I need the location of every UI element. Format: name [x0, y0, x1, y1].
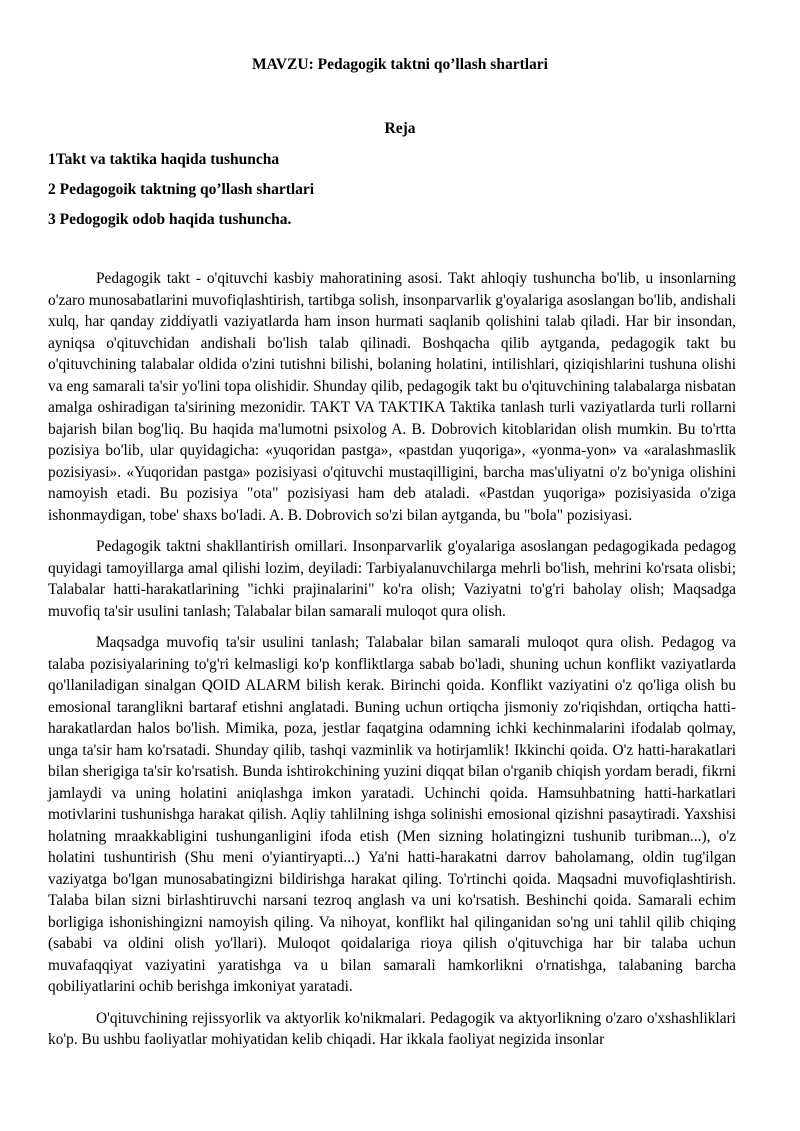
paragraph: Pedagogik takt - o'qituvchi kasbiy mahoratining asosi. Takt ahloqiy tushuncha bo'lib, u insonlarning o'zaro munosabatlarini muvofiqlashtirish, tartibga solish, insonparvarlik g'oyalariga asoslangan bo'lib, andishali xulq, har qanday ziddiyatli vaziyatlarda ham inson hurmati saqlanib qolishini talab qiladi. Har bir insondan, ayniqsa o'qituvchidan andishali bo'lish talab qilinadi. Boshqacha qilib aytganda, pedagogik takt bu o'qituvchining talabalar oldida o'zini tutishni bilishi, bolaning holatini, intilishlari, qiziqishlarini tushuna olishi va eng samarali ta'sir yo'lini topa olishidir. Shunday qilib, pedagogik takt bu o'qituvchining talabalarga nisbatan amalga oshiradigan ta'sirining mezonidir. TAKT VA TAKTIKA Taktika tanlash turli vaziyatlarda turli rollarni bajarish bilan bog'liq. Bu haqida ma'lumotni psixolog A. B. Dobrovich kitoblaridan olish mumkin. Bu to'rtta pozisiya bo'lib, ular quyidagicha: «yuqoridan pastga», «pastdan yuqoriga», «yonma-yon» va «aralashmaslik pozisiyasi». «Yuqoridan pastga» pozisiyasi o'qituvchi mustaqilligini, barcha mas'uliyatni o'z bo'yniga olishini namoyish etadi. Bu pozisiya "ota" pozisiyasi ham deb ataladi. «Pastdan yuqoriga» pozisiyasida o'ziga ishonmaydigan, tobe' shaxs bo'ladi. A. B. Dobrovich so'zi bilan aytganda, bu "bola" pozisiyasi. [48, 270, 736, 524]
paragraph: Pedagogik taktni shakllantirish omillari. Insonparvarlik g'oyalariga asoslangan pedagogikada pedagog quyidagi tamoyillarga amal qilishi lozim, deyiladi: Tarbiyalanuvchilarga mehrli bo'lish, mehrini ko'rsata olisbi; Talabalar hatti-harakatlarining "ichki prajinalarini" ko'ra olish; Vaziyatni to'g'ri baholay olish; Maqsadga muvofiq ta'sir usulini tanlash; Talabalar bilan samarali muloqot qura olish. [48, 538, 736, 620]
plan-item: 3 Pedogogik odob haqida tushuncha. [48, 211, 292, 228]
paragraph: Maqsadga muvofiq ta'sir usulini tanlash; Talabalar bilan samarali muloqot qura olish. Pedagog va talaba pozisiyalarining to'g'ri kelmasligi ko'p konfliktlarga sabab bo'ladi, shuning uchun konflikt vaziyatlarda qo'llaniladigan sinalgan QOID ALARM bilish kerak. Birinchi qoida. Konflikt vaziyatini o'z qo'liga olish bu emosional taranglikni bartaraf etishni anglatadi. Buning uchun ortiqcha jismoniy zo'riqishdan, ortiqcha hatti-harakatlardan halos bo'lish. Mimika, poza, jestlar faqatgina odamning ichki kechinmalarini ifodalab qolmay, unga ta'sir ham ko'rsatadi. Shunday qilib, tashqi vazminlik va hotirjamlik! Ikkinchi qoida. O'z hatti-harakatlari bilan sherigiga ta'sir ko'rsatish. Bunda ishtirokchining yuzini diqqat bilan o'rganib chiqish yordam beradi, fikrni jamlaydi va uning holatini aniqlashga imkon yaratadi. Uchinchi qoida. Hamsuhbatning hatti-harkatlari motivlarini tushunishga harakat qilish. Aqliy tahlilning ishga solinishi emosional qizishni pasaytiradi. Yaxshisi holatning mraakkabligini tushunganligini ifoda etish (Men sizning holatingizni tushunib turibman...), o'z holatini tushuntirish (Shu meni o'yiantiryapti...) Ya'ni hatti-harakatni darrov baholamang, oldin tug'ilgan vaziyatga bo'lgan munosabatingizni bildirishga harakat qiling. To'rtinchi qoida. Maqsadni muvofiqlashtirish. Talaba bilan sizni birlashtiruvchi narsani tezroq anglash va uni ko'rsatish. Beshinchi qoida. Samarali echim borligiga ishonishingizni namoyish qiling. Va nihoyat, konflikt hal qilinganidan so'ng uni tahlil qilib chiqing (sababi va oldini olish yo'llari). Muloqot qoidalariga rioya qilish o'qituvchiga har bir talaba uchun muvafaqqiyat vaziyatini yaratishga va u bilan samarali hamkorlikni o'rnatishga, talabaning barcha qobiliyatlarini ochib berishga imkoniyat yaratadi. [48, 634, 736, 995]
plan-item: 2 Pedagogoik taktning qo’llash shartlari [48, 181, 315, 198]
body-text [48, 268, 736, 1051]
plan-list [48, 150, 736, 230]
paragraph: O'qituvchining rejissyorlik va aktyorlik ko'nikmalari. Pedagogik va aktyorlikning o'zaro o'xshashliklari ko'p. Bu ushbu faoliyatlar mohiyatidan kelib chiqadi. Har ikkala faoliyat negizida insonlar [48, 1009, 736, 1048]
plan-heading: Reja [384, 120, 416, 137]
document-title: MAVZU: Pedagogik taktni qo’llash shartlari [252, 56, 548, 73]
plan-item: 1Takt va taktika haqida tushuncha [48, 151, 280, 168]
